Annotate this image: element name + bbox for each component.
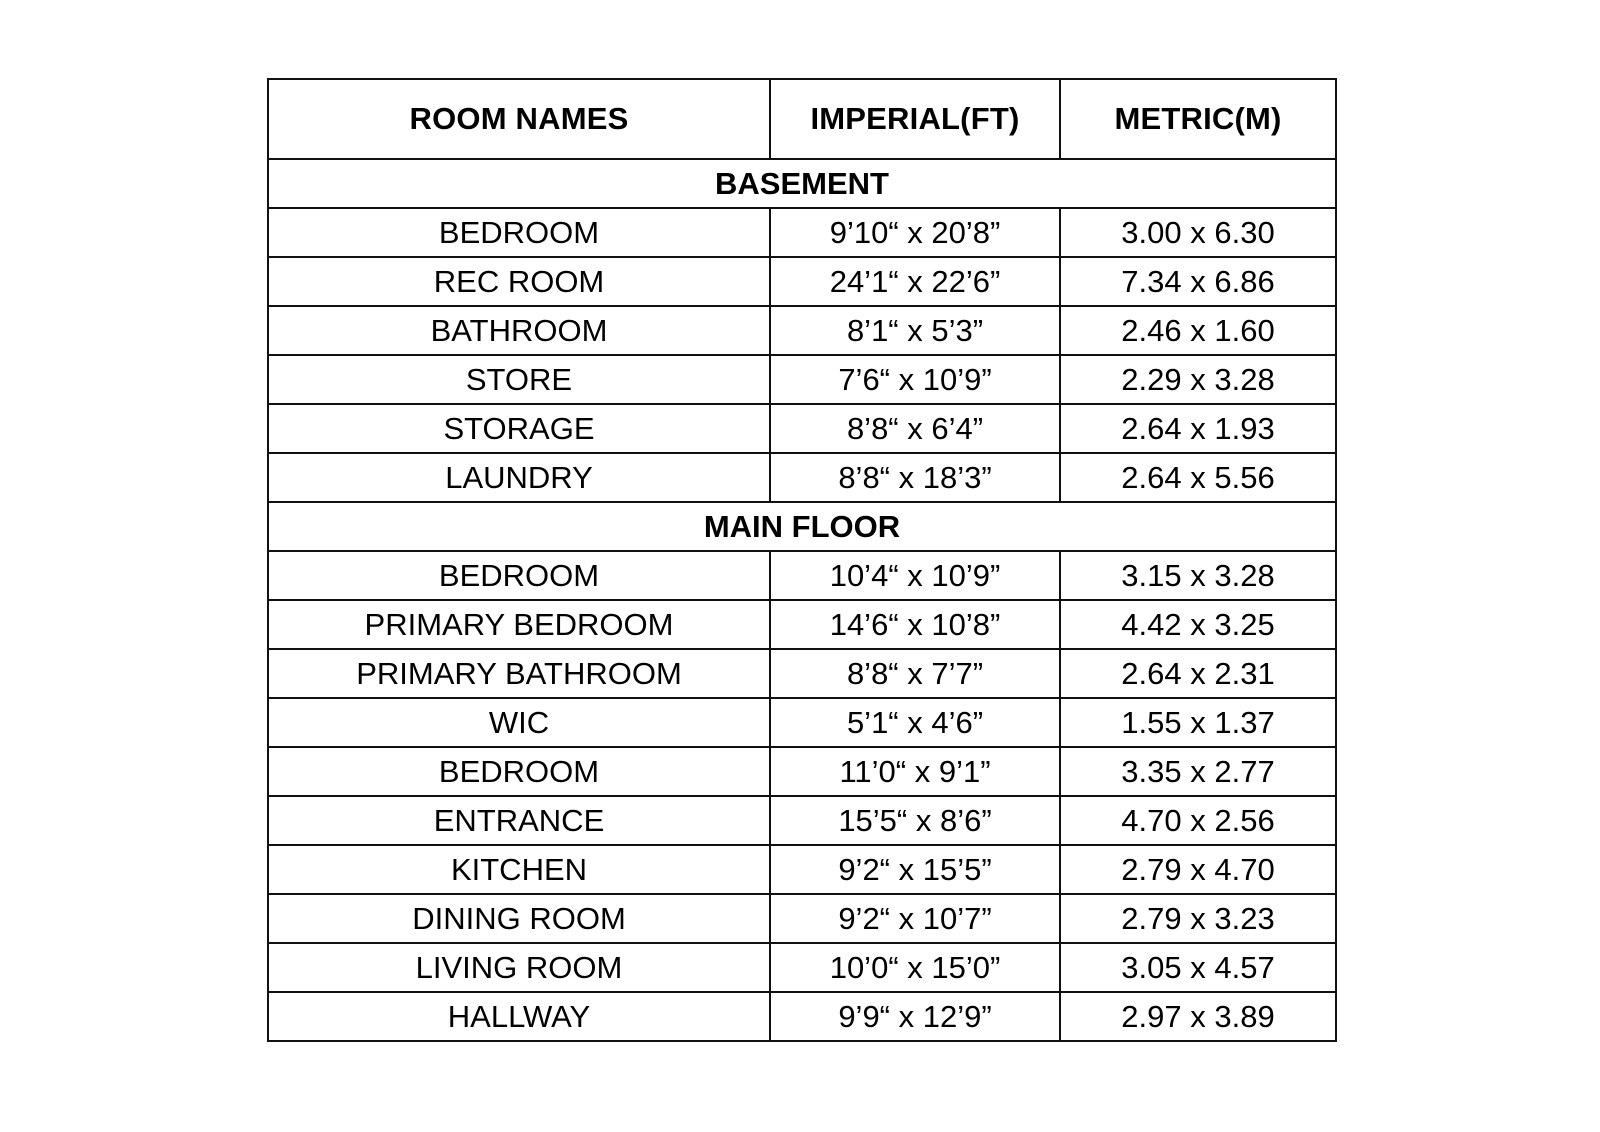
metric-cell: 7.34 x 6.86 <box>1060 257 1336 306</box>
table-row <box>268 698 1336 747</box>
room-name-cell: BEDROOM <box>268 551 770 600</box>
room-name-cell: WIC <box>268 698 770 747</box>
imperial-cell: 7’6“ x 10’9” <box>770 355 1060 404</box>
imperial-cell: 15’5“ x 8’6” <box>770 796 1060 845</box>
metric-cell: 1.55 x 1.37 <box>1060 698 1336 747</box>
table-row <box>268 453 1336 502</box>
imperial-cell: 11’0“ x 9’1” <box>770 747 1060 796</box>
metric-cell: 2.64 x 2.31 <box>1060 649 1336 698</box>
metric-cell: 2.46 x 1.60 <box>1060 306 1336 355</box>
table-row <box>268 845 1336 894</box>
table-header-row <box>268 79 1336 159</box>
room-name-cell: STORE <box>268 355 770 404</box>
metric-cell: 3.35 x 2.77 <box>1060 747 1336 796</box>
table-row <box>268 551 1336 600</box>
imperial-cell: 5’1“ x 4’6” <box>770 698 1060 747</box>
section-title: BASEMENT <box>268 159 1336 208</box>
metric-cell: 2.64 x 1.93 <box>1060 404 1336 453</box>
room-name-cell: BEDROOM <box>268 747 770 796</box>
room-name-cell: PRIMARY BEDROOM <box>268 600 770 649</box>
table-row <box>268 649 1336 698</box>
room-name-cell: KITCHEN <box>268 845 770 894</box>
section-row <box>268 502 1336 551</box>
imperial-cell: 9’2“ x 10’7” <box>770 894 1060 943</box>
table-row <box>268 404 1336 453</box>
header-imperial: IMPERIAL(FT) <box>770 79 1060 159</box>
metric-cell: 3.05 x 4.57 <box>1060 943 1336 992</box>
room-name-cell: BEDROOM <box>268 208 770 257</box>
room-name-cell: STORAGE <box>268 404 770 453</box>
metric-cell: 3.15 x 3.28 <box>1060 551 1336 600</box>
header-metric: METRIC(M) <box>1060 79 1336 159</box>
room-name-cell: HALLWAY <box>268 992 770 1041</box>
imperial-cell: 10’0“ x 15’0” <box>770 943 1060 992</box>
section-row <box>268 159 1336 208</box>
room-name-cell: PRIMARY BATHROOM <box>268 649 770 698</box>
imperial-cell: 8’8“ x 18’3” <box>770 453 1060 502</box>
imperial-cell: 8’8“ x 7’7” <box>770 649 1060 698</box>
imperial-cell: 14’6“ x 10’8” <box>770 600 1060 649</box>
imperial-cell: 9’9“ x 12’9” <box>770 992 1060 1041</box>
room-name-cell: ENTRANCE <box>268 796 770 845</box>
metric-cell: 4.42 x 3.25 <box>1060 600 1336 649</box>
table-row <box>268 992 1336 1041</box>
imperial-cell: 8’8“ x 6’4” <box>770 404 1060 453</box>
header-room-names: ROOM NAMES <box>268 79 770 159</box>
imperial-cell: 10’4“ x 10’9” <box>770 551 1060 600</box>
room-name-cell: BATHROOM <box>268 306 770 355</box>
table-row <box>268 747 1336 796</box>
table-row <box>268 208 1336 257</box>
room-name-cell: LIVING ROOM <box>268 943 770 992</box>
table-row <box>268 600 1336 649</box>
imperial-cell: 9’2“ x 15’5” <box>770 845 1060 894</box>
table-row <box>268 796 1336 845</box>
metric-cell: 3.00 x 6.30 <box>1060 208 1336 257</box>
table-body <box>268 159 1336 1041</box>
metric-cell: 2.64 x 5.56 <box>1060 453 1336 502</box>
metric-cell: 2.79 x 4.70 <box>1060 845 1336 894</box>
room-name-cell: DINING ROOM <box>268 894 770 943</box>
metric-cell: 2.97 x 3.89 <box>1060 992 1336 1041</box>
imperial-cell: 9’10“ x 20’8” <box>770 208 1060 257</box>
imperial-cell: 24’1“ x 22’6” <box>770 257 1060 306</box>
metric-cell: 2.79 x 3.23 <box>1060 894 1336 943</box>
metric-cell: 2.29 x 3.28 <box>1060 355 1336 404</box>
table-row <box>268 355 1336 404</box>
imperial-cell: 8’1“ x 5’3” <box>770 306 1060 355</box>
room-dimensions-table <box>267 78 1337 1042</box>
section-title: MAIN FLOOR <box>268 502 1336 551</box>
metric-cell: 4.70 x 2.56 <box>1060 796 1336 845</box>
table-row <box>268 257 1336 306</box>
table-row <box>268 306 1336 355</box>
room-name-cell: REC ROOM <box>268 257 770 306</box>
room-name-cell: LAUNDRY <box>268 453 770 502</box>
table-row <box>268 943 1336 992</box>
table-row <box>268 894 1336 943</box>
